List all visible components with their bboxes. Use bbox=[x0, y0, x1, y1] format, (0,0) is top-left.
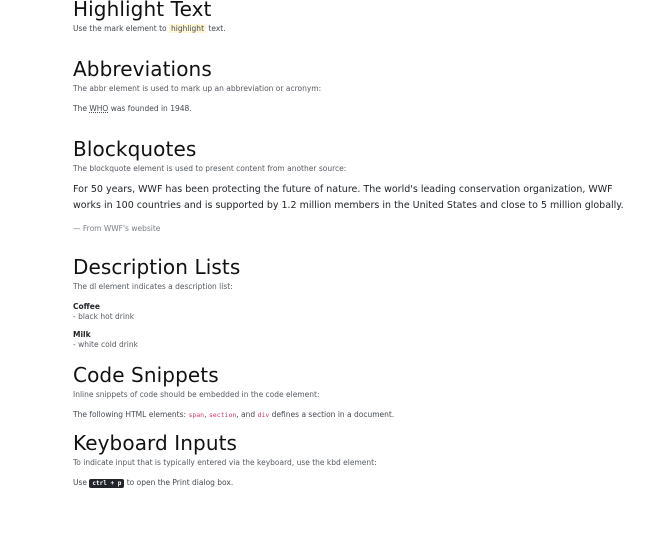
code-section: section bbox=[208, 411, 237, 419]
kbd-text-before: Use bbox=[73, 478, 90, 487]
description-term: Milk bbox=[73, 330, 91, 339]
abbreviation-who[interactable]: WHO bbox=[89, 104, 109, 113]
code-snippets-description: Inline snippets of code should be embedded in the code element: bbox=[73, 390, 320, 399]
kbd-shortcut: ctrl + p bbox=[89, 479, 124, 488]
code-span: span bbox=[188, 411, 205, 419]
highlight-section bbox=[73, 0, 633, 34]
highlight-heading: Highlight Text bbox=[73, 0, 212, 21]
blockquotes-heading: Blockquotes bbox=[73, 137, 197, 161]
code-snippets-heading: Code Snippets bbox=[73, 363, 219, 387]
blockquote-text: For 50 years, WWF has been protecting the future of nature. The world's leading conservation organization, WWF works in 100 countries and is supported by 1.2 million members in the United States and close to 5 million globally. bbox=[73, 184, 624, 211]
code-separator: , and bbox=[236, 410, 258, 419]
keyboard-inputs-heading: Keyboard Inputs bbox=[73, 431, 238, 455]
code-text-before: The following HTML elements: bbox=[73, 410, 189, 419]
highlight-text-before: Use the mark element to bbox=[73, 24, 170, 33]
keyboard-inputs-paragraph bbox=[73, 478, 633, 489]
keyboard-inputs-description: To indicate input that is typically entered via the keyboard, use the kbd element: bbox=[73, 458, 377, 467]
code-text-after: defines a section in a document. bbox=[269, 410, 395, 419]
keyboard-inputs-section bbox=[73, 432, 633, 489]
highlight-text-after: text. bbox=[206, 24, 226, 33]
description-lists-description: The dl element indicates a description list: bbox=[73, 282, 233, 291]
abbreviations-heading: Abbreviations bbox=[73, 57, 212, 81]
description-lists-section bbox=[73, 256, 633, 350]
blockquotes-description: The blockquote element is used to present content from another source: bbox=[73, 164, 347, 173]
description-list bbox=[73, 302, 633, 350]
abbreviations-description: The abbr element is used to mark up an abbreviation or acronym: bbox=[73, 84, 322, 93]
abbreviations-text-after: was founded in 1948. bbox=[108, 104, 192, 113]
abbreviations-text-before: The bbox=[73, 104, 90, 113]
code-snippets-section bbox=[73, 364, 633, 420]
description-definition: - white cold drink bbox=[73, 340, 138, 349]
description-definition: - black hot drink bbox=[73, 312, 135, 321]
abbreviations-section bbox=[73, 58, 633, 114]
code-separator: , bbox=[204, 410, 209, 419]
highlight-paragraph bbox=[73, 24, 633, 34]
code-snippets-paragraph bbox=[73, 410, 633, 420]
code-div: div bbox=[257, 411, 270, 419]
description-lists-heading: Description Lists bbox=[73, 255, 241, 279]
kbd-text-after: to open the Print dialog box. bbox=[124, 478, 234, 487]
blockquote-citation: — From WWF's website bbox=[73, 224, 161, 233]
description-term: Coffee bbox=[73, 302, 100, 311]
blockquotes-section bbox=[73, 138, 633, 234]
highlight-mark: highlight bbox=[171, 24, 205, 33]
abbreviations-paragraph bbox=[73, 104, 633, 114]
